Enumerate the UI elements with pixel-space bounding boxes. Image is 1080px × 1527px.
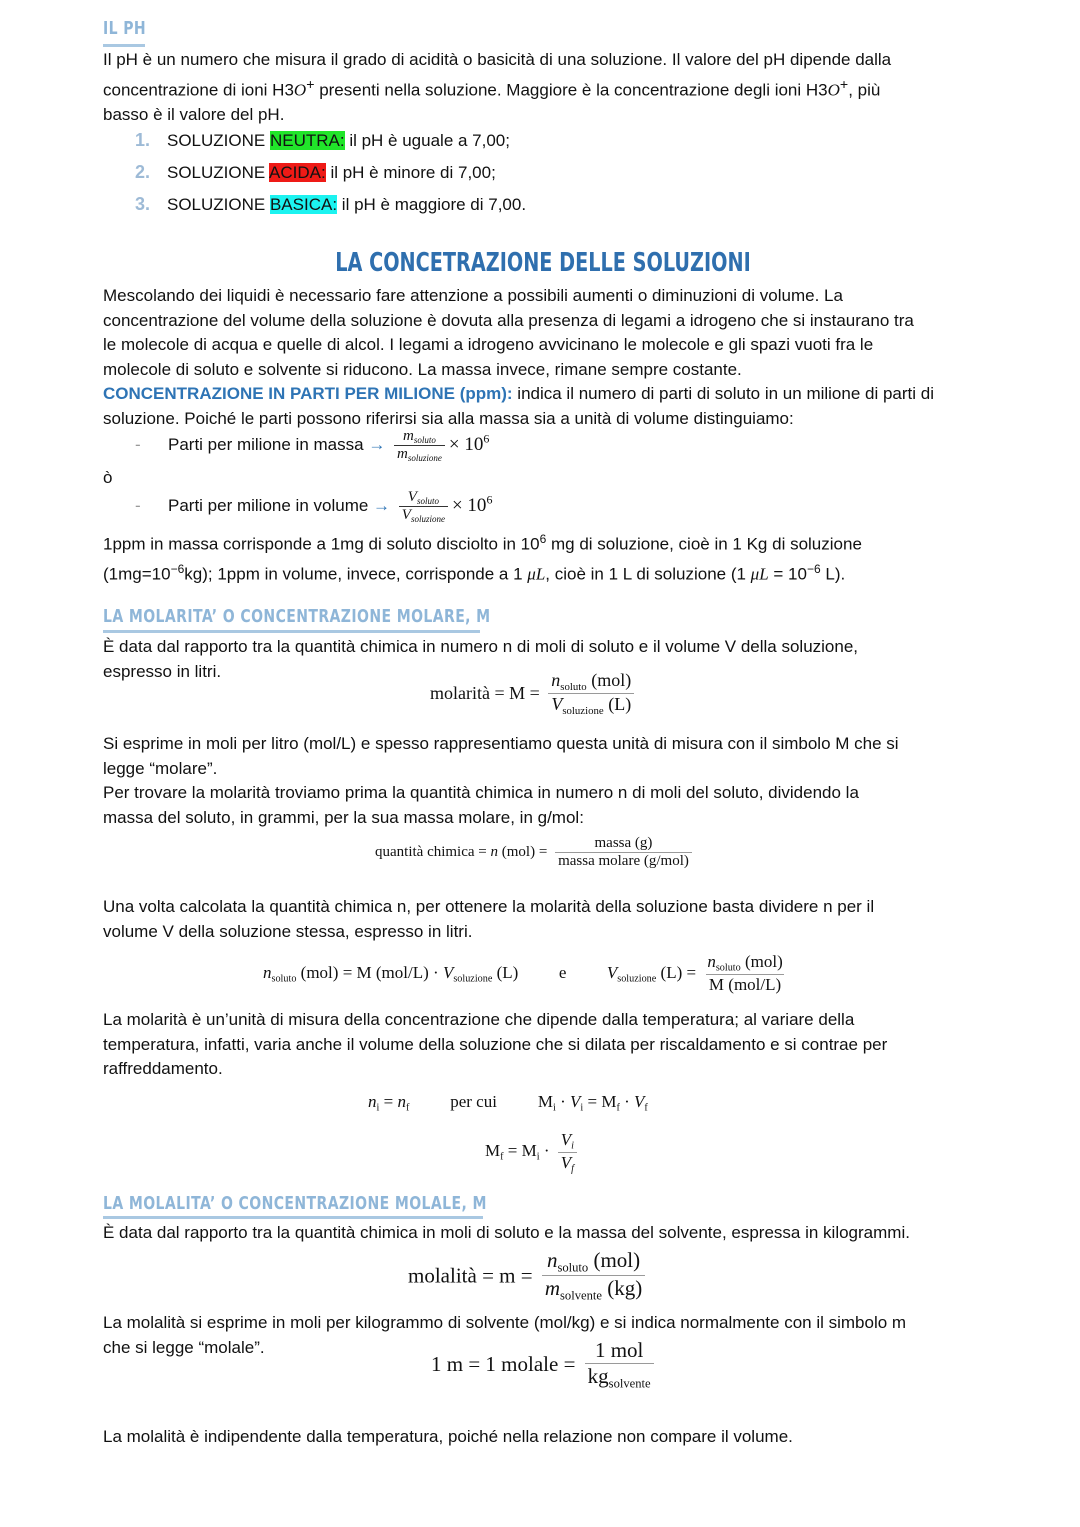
- molality-closing: [103, 1425, 1003, 1450]
- ph-title: IL PH: [103, 18, 147, 39]
- molality-heading-underline: [103, 1216, 483, 1219]
- highlight-basic: BASICA:: [269, 195, 338, 214]
- ph-text: concentrazione di ioni H3: [103, 80, 294, 100]
- var-n: n: [263, 962, 272, 982]
- molality-intro: [103, 1221, 1003, 1246]
- var-n: n: [707, 952, 716, 971]
- molarity-once: [103, 895, 983, 944]
- sub: soluzione: [617, 973, 657, 985]
- list-rest: il pH è uguale a 7,00;: [344, 131, 510, 150]
- unit: (kg): [602, 1276, 643, 1301]
- exponent: −6: [170, 562, 185, 577]
- formula-lhs: molarità = M =: [430, 682, 545, 703]
- var-v: V: [560, 1152, 572, 1172]
- frac-den: V: [401, 507, 411, 524]
- text-line: molecole di soluto e solvente si riducono. La massa invece, rimane sempre costante.: [103, 359, 742, 379]
- dot: ·: [555, 1092, 570, 1111]
- ppm-note-2: [103, 557, 1003, 587]
- note-text: mg di soluzione, cioè in 1 Kg di soluzione: [546, 534, 862, 554]
- mu-l: μL: [527, 564, 546, 584]
- var-n: n: [397, 1092, 406, 1111]
- sub: soluto: [715, 962, 741, 974]
- text-line: È data dal rapporto tra la quantità chimica in moli di soluto e la massa del solvente, espressa in kilogrammi.: [103, 1223, 910, 1242]
- eq: =: [503, 1141, 522, 1161]
- text-line: legge “molare”.: [103, 758, 218, 778]
- frac-den: M (mol/L): [706, 974, 784, 995]
- text-line: Mescolando dei liquidi è necessario fare attenzione a possibili aumenti o diminuzioni di volume. La: [103, 286, 843, 305]
- formula-lhs: quantità chimica =: [375, 844, 491, 860]
- var-m: m: [544, 1276, 561, 1301]
- text-line: temperatura, infatti, varia anche il volume della soluzione che si dilata per riscaldamento e si contrae per: [103, 1034, 888, 1054]
- unit: (mol): [740, 952, 783, 971]
- sub: i: [552, 1102, 556, 1114]
- concentration-heading: [103, 248, 983, 278]
- sub: solvente: [608, 1376, 651, 1391]
- var-v: V: [569, 1092, 581, 1111]
- note-text: (1mg=10: [103, 564, 171, 584]
- sub: soluto: [560, 680, 587, 693]
- ppm-volume-fraction: [399, 489, 448, 524]
- ppm-notes: [103, 527, 1003, 587]
- text-line: espresso in litri.: [103, 661, 222, 681]
- frac-num: m: [403, 428, 414, 444]
- var-n: n: [368, 1092, 377, 1111]
- molarity-formula: [430, 670, 638, 717]
- text-line: che si legge “molale”.: [103, 1337, 265, 1357]
- ph-line-1: Il pH è un numero che misura il grado di acidità o basicità di una soluzione. Il valore del pH dipende dalla: [103, 50, 892, 69]
- list-prefix: SOLUZIONE: [167, 163, 270, 182]
- ph-text: , più: [848, 80, 881, 100]
- text-line: È data dal rapporto tra la quantità chimica in numero n di moli di soluto e il volume V della soluzione,: [103, 637, 859, 656]
- ppm-line: [103, 382, 983, 407]
- ph-text: presenti nella soluzione. Maggiore è la concentrazione degli ioni H3: [314, 80, 828, 100]
- ppm-label: CONCENTRAZIONE IN PARTI PER MILIONE (ppm):: [103, 384, 513, 403]
- molarity-fraction: [548, 670, 634, 717]
- molality-title: LA MOLALITA’ O CONCENTRAZIONE MOLALE, M: [103, 1193, 487, 1214]
- text-line: Si esprime in moli per litro (mol/L) e spesso rappresentiamo questa unità di misura con il simbolo M che si: [103, 734, 899, 753]
- dot: ·: [539, 1141, 554, 1161]
- molarity-title: LA MOLARITA’ O CONCENTRAZIONE MOLARE, M: [103, 606, 491, 627]
- ph-paragraph: [103, 48, 983, 127]
- ph-heading: [103, 18, 158, 39]
- sub: i: [580, 1102, 584, 1114]
- frac-sub: soluto: [413, 435, 436, 446]
- list-number: 3.: [135, 194, 151, 214]
- sub: i: [536, 1151, 540, 1163]
- ph-o: O: [827, 80, 840, 100]
- frac-num: massa (g): [594, 835, 653, 851]
- molality-formula: [408, 1248, 649, 1304]
- molarity-units: [103, 732, 983, 830]
- ppm-volume-bullet: [103, 489, 492, 524]
- ph-sup: +: [306, 76, 315, 93]
- eq: =: [379, 1092, 398, 1111]
- mu-l: μL: [750, 564, 769, 584]
- sub: i: [571, 1140, 574, 1152]
- molarity-heading: [103, 606, 600, 627]
- quantity-formula: [375, 835, 696, 870]
- volume-fraction: [704, 952, 785, 995]
- text-line: volume V della soluzione stessa, espresso in litri.: [103, 921, 473, 941]
- and-text: e: [558, 963, 567, 983]
- sub: soluzione: [562, 704, 604, 717]
- ph-o: O: [293, 80, 307, 100]
- var-m: M: [601, 1092, 617, 1111]
- concentration-paragraph: [103, 284, 983, 431]
- unit: (mol): [588, 1248, 641, 1272]
- var-v: V: [560, 1130, 572, 1149]
- var-v: V: [551, 693, 563, 714]
- frac-num: 1 mol: [594, 1338, 644, 1362]
- nsoluto-formula: [263, 952, 790, 995]
- sub: soluto: [557, 1260, 589, 1275]
- highlight-neutral: NEUTRA:: [269, 131, 345, 150]
- sub: soluzione: [453, 973, 493, 985]
- note-text: kg); 1ppm in volume, invece, corrisponde a 1: [184, 564, 528, 584]
- var-m: M: [485, 1141, 501, 1161]
- list-number: 1.: [135, 130, 151, 150]
- times-ten: × 10: [451, 495, 487, 517]
- molality-heading: [103, 1193, 595, 1214]
- bullet-dash: -: [135, 435, 141, 455]
- var-m: M: [537, 1092, 553, 1111]
- list-item-acid: [135, 158, 496, 186]
- bullet-label: Parti per milione in volume: [168, 496, 369, 516]
- dilution-formula: [368, 1092, 648, 1114]
- note-text: L).: [820, 564, 846, 584]
- formula-mid: (L) =: [656, 962, 701, 982]
- dot: ·: [619, 1092, 635, 1111]
- frac-sub: soluzione: [410, 514, 445, 525]
- sub: f: [405, 1102, 410, 1114]
- note-text: = 10: [768, 564, 807, 584]
- text-line: Per trovare la molarità troviamo prima la quantità chimica in numero n di moli del soluto, dividendo la: [103, 783, 859, 802]
- unit: (L): [492, 962, 519, 982]
- list-item-basic: [135, 190, 526, 218]
- ppm-mass-fraction: [394, 428, 445, 463]
- list-rest: il pH è maggiore di 7,00.: [337, 195, 527, 214]
- ph-line-2: [103, 73, 983, 103]
- list-prefix: SOLUZIONE: [167, 195, 270, 214]
- ph-line-3: basso è il valore del pH.: [103, 104, 285, 124]
- formula-mid: (mol) = M (mol/L) ·: [296, 962, 443, 982]
- unit: (mol): [586, 670, 632, 690]
- v-ratio-fraction: [558, 1130, 577, 1174]
- note-text: , cioè in 1 L di soluzione (1: [545, 564, 751, 584]
- formula-mid: (mol) =: [498, 844, 552, 860]
- molarity-heading-underline: [103, 630, 480, 633]
- eq: =: [583, 1092, 602, 1111]
- var-n: n: [546, 1248, 558, 1272]
- text-line: La molarità è un’unità di misura della concentrazione che dipende dalla temperatura; al variare della: [103, 1010, 855, 1029]
- var-m: M: [521, 1141, 537, 1161]
- per-cui: per cui: [450, 1092, 497, 1111]
- text-line: raffreddamento.: [103, 1059, 223, 1078]
- var-v: V: [442, 962, 454, 982]
- text-line: La molalità è indipendente dalla temperatura, poiché nella relazione non compare il volume.: [103, 1427, 793, 1446]
- frac-sub: soluzione: [407, 453, 442, 464]
- ph-sup: +: [839, 76, 849, 93]
- frac-sub: soluto: [416, 496, 439, 507]
- list-item-neutral: [135, 126, 510, 154]
- sub: f: [571, 1163, 574, 1175]
- sub: f: [500, 1151, 504, 1163]
- exponent: 6: [483, 431, 490, 446]
- text-line: massa del soluto, in grammi, per la sua massa molare, in g/mol:: [103, 807, 584, 827]
- var-v: V: [606, 962, 618, 982]
- molal-formula: [431, 1338, 658, 1391]
- highlight-acid: ACIDA:: [269, 163, 326, 182]
- molarity-temperature: [103, 1008, 983, 1082]
- sub: i: [376, 1102, 380, 1114]
- var-v: V: [634, 1092, 645, 1111]
- text-line: le molecole di acqua e quelle di alcol. I legami a idrogeno avvicinano le molecole e gli spazi vuoti fra le: [103, 335, 874, 354]
- text-line: soluzione. Poiché le parti possono riferirsi sia alla massa sia a unità di volume distinguiamo:: [103, 408, 794, 428]
- frac-den: massa molare (g/mol): [555, 852, 692, 870]
- molality-fraction: [542, 1248, 645, 1304]
- or-text: ò: [103, 468, 113, 487]
- list-number: 2.: [135, 162, 151, 182]
- quantity-fraction: [555, 835, 692, 870]
- ppm-mass-bullet: [103, 428, 489, 463]
- arrow-icon: →: [368, 435, 386, 455]
- frac-den: kg: [587, 1364, 609, 1388]
- mf-formula: [485, 1130, 581, 1174]
- sub: f: [644, 1102, 648, 1114]
- frac-den: m: [397, 446, 408, 463]
- ppm-text: indica il numero di parti di soluto in un milione di parti di: [512, 384, 935, 403]
- sub: solvente: [560, 1288, 602, 1303]
- times-ten: × 10: [448, 434, 484, 456]
- formula-lhs: molalità = m =: [408, 1263, 538, 1288]
- list-prefix: SOLUZIONE: [167, 131, 270, 150]
- frac-num: V: [407, 489, 417, 505]
- note-text: 1ppm in massa corrisponde a 1mg di soluto disciolto in 10: [103, 534, 540, 554]
- text-line: concentrazione del volume della soluzione è dovuta alla presenza di legami a idrogeno che si instaurano tra: [103, 310, 914, 330]
- unit: (L): [603, 693, 632, 714]
- arrow-icon: →: [373, 496, 391, 516]
- text-line: La molalità si esprime in moli per kilogrammo di solvente (mol/kg) e si indica normalmente con il simbolo m: [103, 1313, 907, 1332]
- bullet-label: Parti per milione in massa: [168, 435, 364, 455]
- formula-lhs: 1 m = 1 molale =: [431, 1352, 581, 1377]
- bullet-dash: -: [135, 496, 141, 516]
- ppm-note-1: [103, 527, 1003, 557]
- exponent: 6: [539, 532, 547, 546]
- var-n: n: [551, 670, 561, 690]
- var-n: n: [490, 844, 499, 860]
- sub: soluto: [271, 973, 297, 985]
- exponent: 6: [486, 492, 493, 507]
- exponent: −6: [806, 562, 821, 577]
- text-line: Una volta calcolata la quantità chimica n, per ottenere la molarità della soluzione basta dividere n per il: [103, 897, 875, 916]
- ph-heading-underline: [103, 44, 145, 47]
- concentration-title: LA CONCETRAZIONE DELLE SOLUZIONI: [335, 248, 751, 278]
- molal-fraction: [585, 1338, 654, 1391]
- list-rest: il pH è minore di 7,00;: [325, 163, 496, 182]
- sub: f: [616, 1102, 620, 1114]
